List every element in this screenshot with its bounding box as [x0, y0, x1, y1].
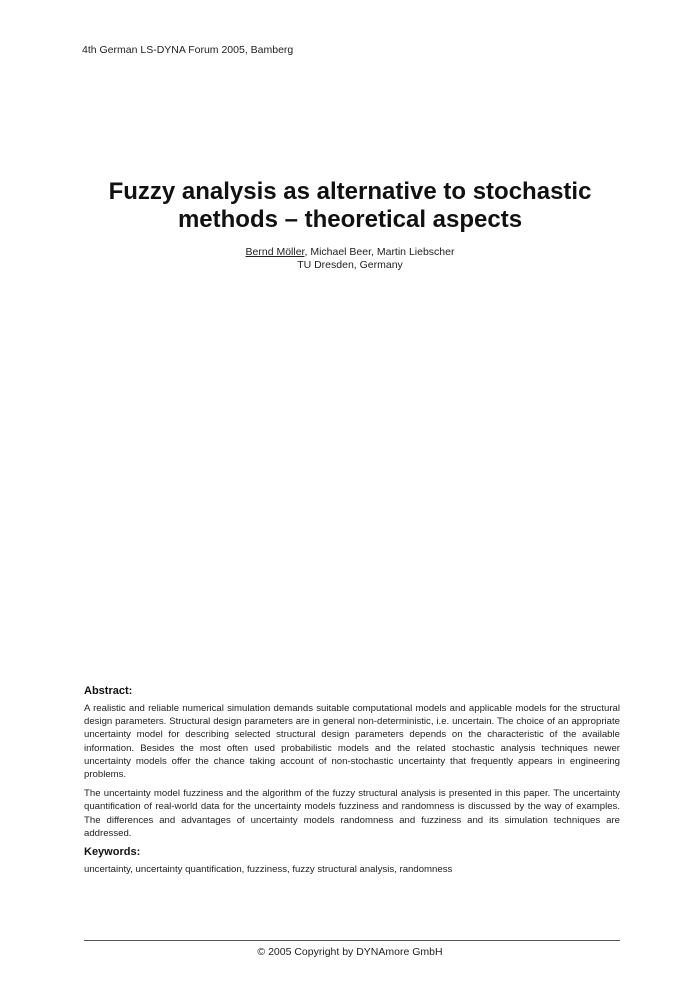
co-authors: , Michael Beer, Martin Liebscher [304, 246, 455, 258]
keywords-heading: Keywords: [84, 846, 141, 859]
abstract-paragraph-1: A realistic and reliable numerical simulation demands suitable computational models and applicable models for the structural design parameters. Structural design parameters are in general non-deterministic, i.e. uncertain. The choice of an appropriate uncertainty model for describing selected structural design parameters depends on the characteristic of the available information. Besides the most often used probabilistic models and the related stochastic analysis techniques newer uncertainty models offer the chance taking account of non-stochastic uncertainty that frequently appears in engineering problems. [84, 703, 620, 781]
keywords-text: uncertainty, uncertainty quantification, fuzziness, fuzzy structural analysis, randomness [84, 864, 453, 876]
affiliation: TU Dresden, Germany [297, 259, 403, 271]
title-line-1: Fuzzy analysis as alternative to stochastic [108, 178, 592, 205]
paper-title [60, 178, 640, 234]
running-header: 4th German LS-DYNA Forum 2005, Bamberg [82, 44, 294, 56]
footer-copyright: © 2005 Copyright by DYNAmore GmbH [257, 946, 443, 958]
title-line-2: methods – theoretical aspects [177, 206, 523, 233]
presenting-author: Bernd Möller [245, 246, 305, 258]
footer-divider [84, 940, 620, 941]
abstract-paragraph-2: The uncertainty model fuzziness and the algorithm of the fuzzy structural analysis is presented in this paper. The uncertainty quantification of real-world data for the uncertainty models fuzziness and randomness is discussed by the way of examples. The differences and advantages of uncertainty models randomness and fuzziness and its simulation techniques are addressed. [84, 788, 620, 839]
author-list [60, 246, 640, 259]
abstract-heading: Abstract: [84, 685, 133, 697]
abstract-section [84, 685, 620, 876]
